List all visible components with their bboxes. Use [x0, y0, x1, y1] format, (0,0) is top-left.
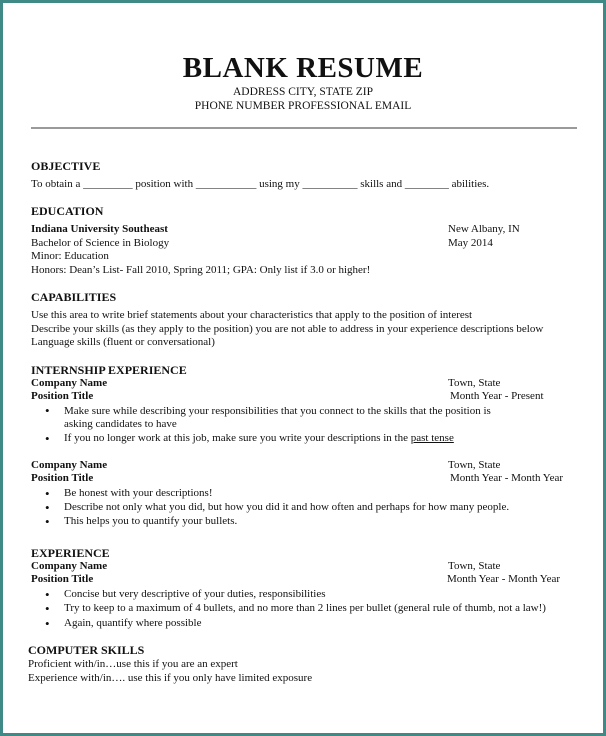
- bullet-text: Try to keep to a maximum of 4 bullets, and no more than 2 lines per bullet (general rule of thumb, not a law!): [64, 602, 546, 614]
- bullet-text: Describe not only what you did, but how you did it and how often and perhaps for how many people.: [64, 501, 510, 513]
- capability-line: Use this area to write brief statements about your characteristics that apply to the position of interest: [31, 309, 473, 321]
- capability-line: Describe your skills (as they apply to the position) you are not able to address in your experience descriptions below: [31, 323, 544, 335]
- bullet-text: Concise but very descriptive of your duties, responsibilities: [64, 588, 326, 600]
- position-title: Position Title: [31, 472, 94, 484]
- bullet-icon: •: [45, 587, 50, 602]
- company-name: Company Name: [31, 377, 108, 389]
- education-heading: EDUCATION: [31, 204, 104, 218]
- school-location: New Albany, IN: [448, 223, 520, 235]
- company-name: Company Name: [31, 459, 108, 471]
- skill-line: Experience with/in…. use this if you only have limited exposure: [28, 672, 313, 684]
- experience-heading: EXPERIENCE: [31, 546, 110, 560]
- past-tense-underlined: past tense: [410, 432, 454, 444]
- bullet-icon: •: [45, 500, 50, 515]
- header-divider: [31, 127, 577, 129]
- company-location: Town, State: [448, 377, 501, 389]
- contact-line: PHONE NUMBER PROFESSIONAL EMAIL: [194, 100, 412, 112]
- bullet-icon: •: [45, 601, 50, 616]
- bullet-icon: •: [45, 514, 50, 529]
- bullet-icon: •: [45, 431, 50, 446]
- position-dates: Month Year - Month Year: [447, 573, 561, 585]
- position-title: Position Title: [31, 573, 94, 585]
- graduation-date: May 2014: [448, 237, 493, 249]
- honors: Honors: Dean’s List- Fall 2010, Spring 2011; GPA: Only list if 3.0 or higher!: [31, 264, 371, 276]
- bullet-text: Be honest with your descriptions!: [64, 487, 213, 499]
- company-name: Company Name: [31, 560, 108, 572]
- skill-line: Proficient with/in…use this if you are an expert: [28, 658, 238, 670]
- resume-title: BLANK RESUME: [182, 52, 424, 84]
- position-dates: Month Year - Present: [450, 390, 544, 402]
- position-dates: Month Year - Month Year: [450, 472, 564, 484]
- capability-line: Language skills (fluent or conversational): [31, 336, 215, 348]
- bullet-text: asking candidates to have: [64, 418, 177, 430]
- computer-skills-heading: COMPUTER SKILLS: [28, 643, 145, 657]
- objective-text: To obtain a _________ position with ___________ using my __________ skills and ________ abilities.: [31, 178, 490, 190]
- address-line: ADDRESS CITY, STATE ZIP: [232, 86, 374, 98]
- bullet-icon: •: [45, 486, 50, 501]
- school-name: Indiana University Southeast: [31, 223, 168, 235]
- bullet-text: If you no longer work at this job, make sure you write your descriptions in the past tense: [64, 432, 454, 444]
- internship-heading: INTERNSHIP EXPERIENCE: [31, 363, 187, 377]
- minor: Minor: Education: [31, 250, 109, 262]
- objective-heading: OBJECTIVE: [31, 159, 101, 173]
- company-location: Town, State: [448, 560, 501, 572]
- bullet-text: Make sure while describing your responsibilities that you connect to the skills that the position is: [64, 405, 491, 417]
- bullet-icon: •: [45, 616, 50, 631]
- degree: Bachelor of Science in Biology: [31, 237, 170, 249]
- bullet-text: Again, quantify where possible: [64, 617, 202, 629]
- position-title: Position Title: [31, 390, 94, 402]
- bullet-icon: •: [45, 403, 50, 418]
- capabilities-heading: CAPABILITIES: [31, 290, 117, 304]
- bullet-text: This helps you to quantify your bullets.: [64, 515, 238, 527]
- company-location: Town, State: [448, 459, 501, 471]
